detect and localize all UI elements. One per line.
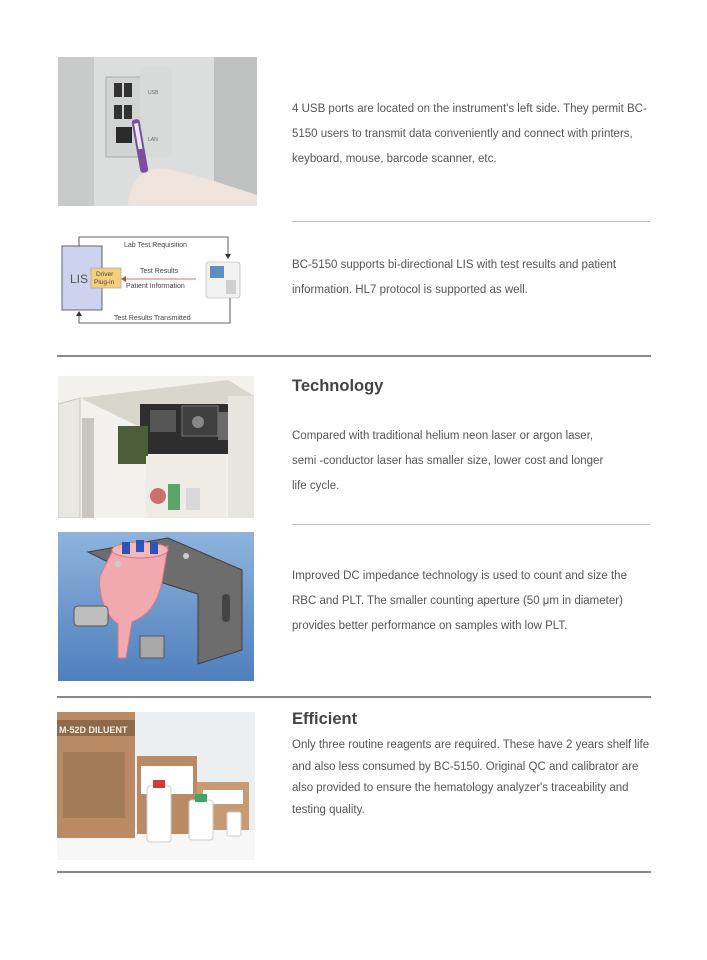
- patient-information-label: Patient Information: [126, 283, 185, 290]
- laser-module-photo: [58, 376, 254, 518]
- laser-description: Compared with traditional helium neon laser or argon laser, semi -conductor laser has smaller size, lower cost and longer life cycle.: [292, 430, 604, 492]
- divider-lis: [57, 355, 651, 357]
- usb-description: 4 USB ports are located on the instrument's left side. They permit BC-5150 users to transmit data conveniently and connect with printers, keyboard, mouse, barcode scanner, etc.: [292, 103, 647, 165]
- lan-port-label: LAN: [148, 137, 158, 143]
- impedance-description: Improved DC impedance technology is used to count and size the RBC and PLT. The smaller counting aperture (50 μm in diameter) provides better performance on samples with low PLT.: [292, 570, 627, 632]
- lis-label: LIS: [70, 272, 89, 286]
- technology-heading: Technology: [292, 377, 384, 395]
- driver-label: Driver: [96, 271, 114, 278]
- usb-port-label: USB: [148, 90, 159, 96]
- divider-usb: [292, 221, 650, 222]
- efficient-heading: Efficient: [292, 710, 358, 728]
- plugin-label: Plug-in: [94, 279, 115, 286]
- divider-technology-bottom: [57, 696, 651, 698]
- test-results-label: Test Results: [140, 268, 179, 275]
- usb-ports-photo: [58, 57, 257, 206]
- lab-test-requisition-label: Lab Test Requisition: [124, 242, 187, 249]
- divider-technology: [292, 524, 650, 525]
- test-results-transmitted-label: Test Results Transmitted: [114, 315, 191, 322]
- diluent-box-label: M-52D DILUENT: [59, 725, 128, 735]
- lis-description: BC-5150 supports bi-directional LIS with test results and patient information. HL7 protocol is supported as well.: [292, 259, 617, 296]
- efficient-description: Only three routine reagents are required. These have 2 years shelf life and also less consumed by BC-5150. Original QC and calibrator are also provided to ensure the hematology analyzer's traceability and testing quality.: [292, 739, 650, 816]
- divider-efficient: [57, 871, 651, 873]
- impedance-module-render: [58, 532, 254, 681]
- reagents-photo: [57, 712, 255, 860]
- lis-diagram: [58, 232, 248, 324]
